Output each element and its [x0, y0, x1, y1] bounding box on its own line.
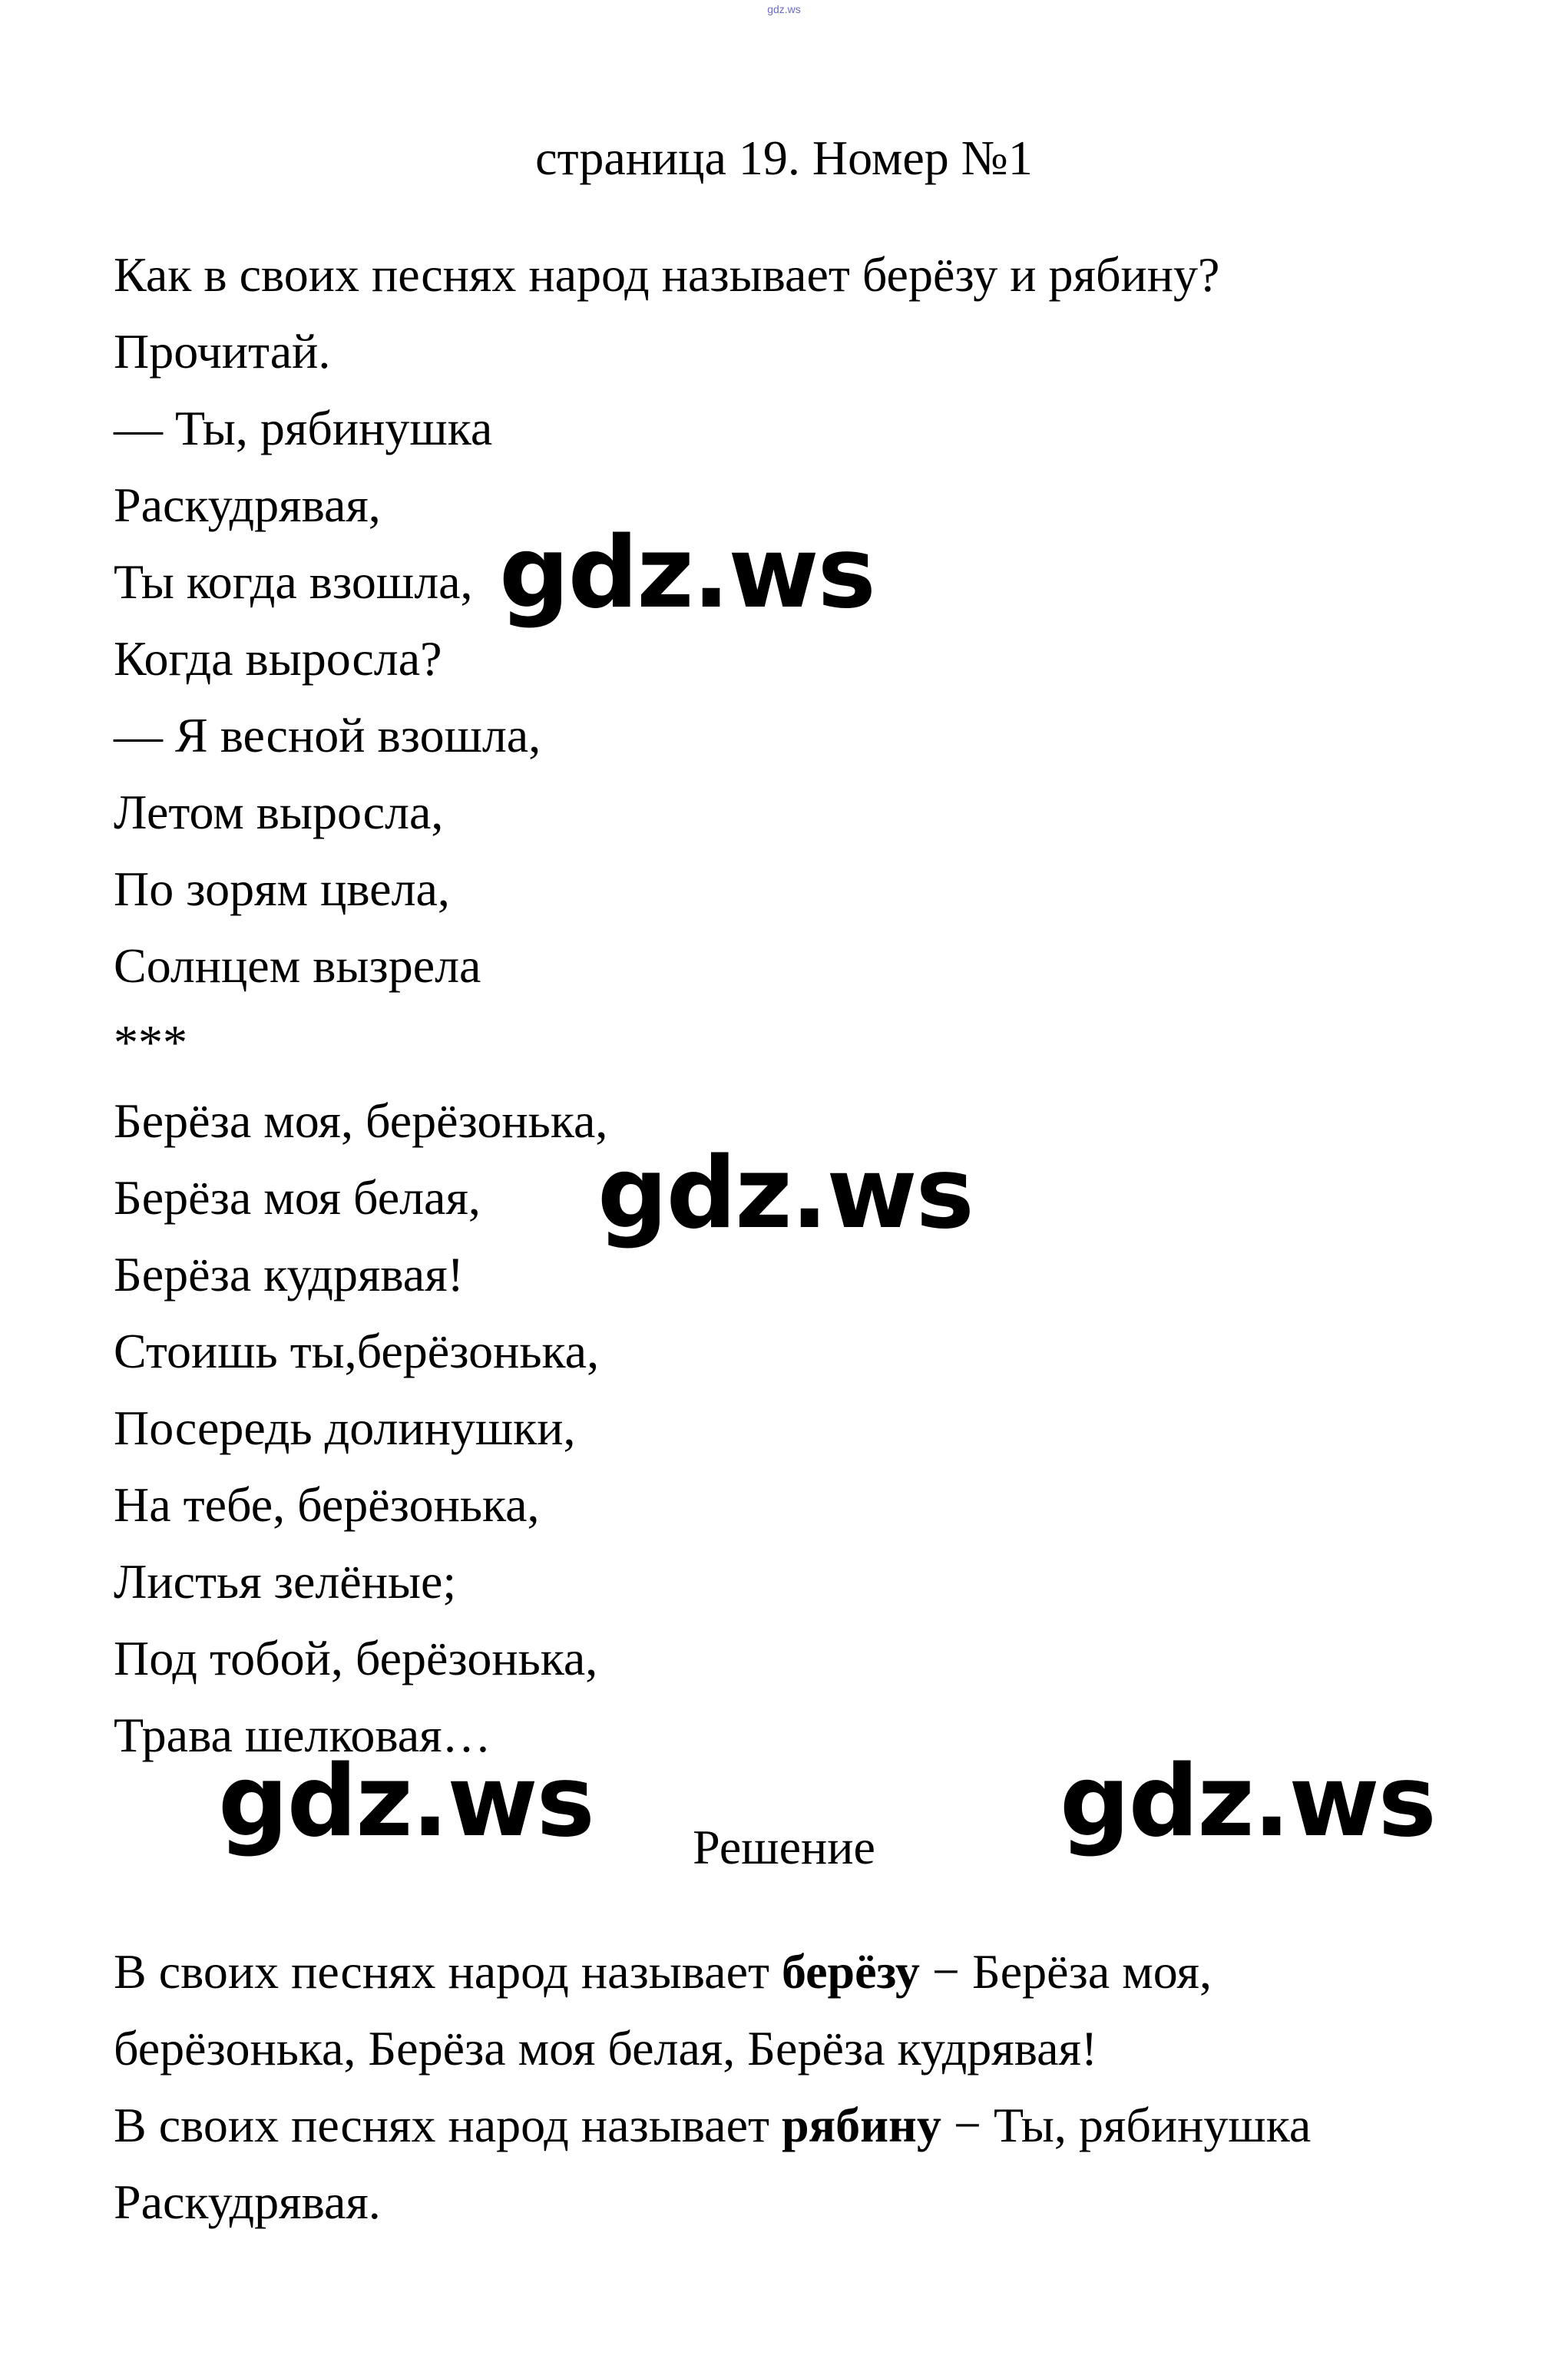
poem-line: Посередь долинушки,: [114, 1401, 576, 1455]
answer-text: В своих песнях народ называет: [114, 1944, 782, 1999]
page-title: страница 19. Номер №1: [535, 131, 1033, 185]
site-mark: gdz.ws: [767, 3, 801, 15]
watermark: gdz.ws: [218, 1745, 594, 1859]
watermark: gdz.ws: [1060, 1745, 1435, 1859]
answer-text: − Ты, рябинушка: [941, 2098, 1312, 2152]
poem-separator: ***: [114, 1015, 187, 1070]
poem-line: Трава шелковая…: [114, 1708, 491, 1762]
poem-line: Берёза моя белая,: [114, 1170, 481, 1225]
poem-line: По зорям цвела,: [114, 862, 450, 916]
question-line: Прочитай.: [114, 324, 331, 379]
question-line: Как в своих песнях народ называет берёзу и рябину?: [114, 247, 1220, 302]
poem-line: Летом выросла,: [114, 785, 444, 839]
poem-line: Раскудрявая,: [114, 478, 381, 532]
poem-line: Стоишь ты,берёзонька,: [114, 1324, 600, 1378]
poem-line: Берёза кудрявая!: [114, 1247, 464, 1302]
poem-line: — Я весной взошла,: [114, 708, 541, 762]
watermark: gdz.ws: [499, 516, 875, 630]
poem-line: Листья зелёные;: [114, 1554, 457, 1609]
solution-heading: Решение: [693, 1820, 875, 1874]
answer-text: − Берёза моя,: [919, 1944, 1212, 1999]
poem-line: Берёза моя, берёзонька,: [114, 1093, 608, 1148]
answer-line: [114, 1941, 1496, 2018]
poem-line: — Ты, рябинушка: [114, 401, 493, 455]
poem-line: Под тобой, берёзонька,: [114, 1631, 598, 1685]
answer-line: Раскудрявая.: [114, 2175, 381, 2229]
answer-text: В своих песнях народ называет: [114, 2098, 782, 2152]
watermark: gdz.ws: [597, 1136, 973, 1251]
poem-line: Солнцем вызрела: [114, 938, 481, 993]
answer-keyword-birch: берёзу: [781, 1944, 920, 1999]
answer-line: [114, 2095, 1496, 2171]
answer-keyword-rowan: рябину: [781, 2098, 941, 2152]
poem-line: Ты когда взошла,: [114, 554, 473, 609]
poem-line: Когда выросла?: [114, 631, 442, 686]
answer-line: берёзонька, Берёза моя белая, Берёза кудрявая!: [114, 2021, 1098, 2076]
solution-text: [114, 1941, 1496, 2248]
poem-line: На тебе, берёзонька,: [114, 1477, 540, 1532]
question-text: [114, 244, 1496, 1781]
